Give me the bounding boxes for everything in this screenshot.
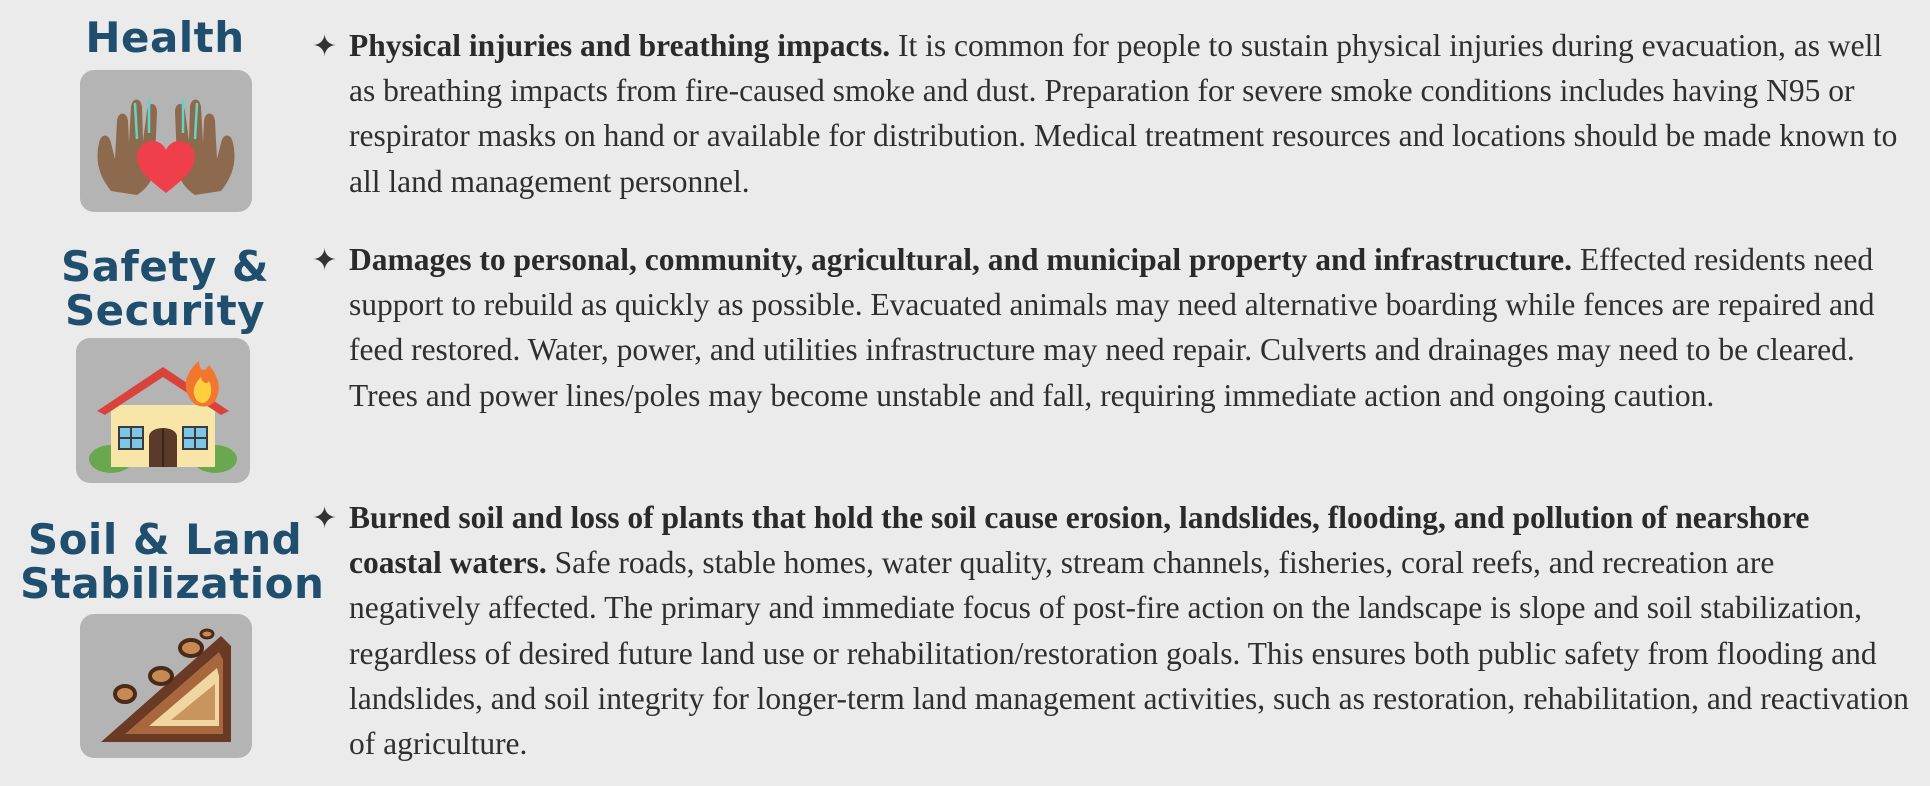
burning-house-icon (83, 347, 243, 475)
landslide-icon (91, 624, 241, 748)
lead-text: Damages to personal, community, agricultural, and municipal property and infrastructure. (349, 242, 1572, 277)
body-text: It is common for people to sustain physical injuries during evacuation, as well as breathing impacts from fire-caused smoke and dust. Preparation for severe smoke conditions includes having N95 or respirator masks on hand or available for distribution. Medical treatment resources and locations should be made known to all land management personnel. (349, 28, 1898, 199)
lead-text: Burned soil and loss of plants that hold the soil cause erosion, landslides, flooding, and pollution of nearshore coastal waters. (349, 500, 1810, 581)
bullet-star-icon: ✦ (312, 29, 338, 64)
hands-heart-icon (91, 81, 241, 201)
heading-line: Safety & (60, 242, 270, 291)
section-heading (20, 515, 325, 608)
soil-icon-box (80, 614, 252, 758)
section-text (349, 23, 1909, 204)
body-text: Safe roads, stable homes, water quality, stream channels, fisheries, coral reefs, and recreation are negatively affected. The primary and immediate focus of post-fire action on the landscape is slope and soil stabilization, regardless of desired future land use or rehabilitation/restoration goals. This ensures both public safety from flooding and landslides, and soil integrity for longer-term land management activities, such as restoration, rehabilitation, and reactivation of agriculture. (349, 545, 1909, 762)
heading-line: Health (85, 13, 245, 62)
health-icon-box (80, 70, 252, 212)
safety-icon-box (76, 338, 250, 483)
heading-line: Security (64, 286, 266, 335)
section-text (349, 495, 1909, 766)
section-text (349, 237, 1909, 418)
bullet-star-icon: ✦ (312, 243, 338, 278)
bullet-star-icon: ✦ (312, 501, 338, 536)
section-heading (20, 13, 310, 62)
lead-text: Physical injuries and breathing impacts. (349, 28, 891, 63)
heading-line: Soil & Land (27, 515, 303, 564)
body-text: Effected residents need support to rebuild as quickly as possible. Evacuated animals may need alternative boarding while fences are repaired and feed restored. Water, power, and utilities infrastructure may need repair. Culverts and drainages may need to be cleared. Trees and power lines/poles may become unstable and fall, requiring immediate action and ongoing caution. (349, 242, 1875, 413)
section-heading (20, 242, 310, 335)
heading-line: Stabilization (20, 559, 325, 608)
